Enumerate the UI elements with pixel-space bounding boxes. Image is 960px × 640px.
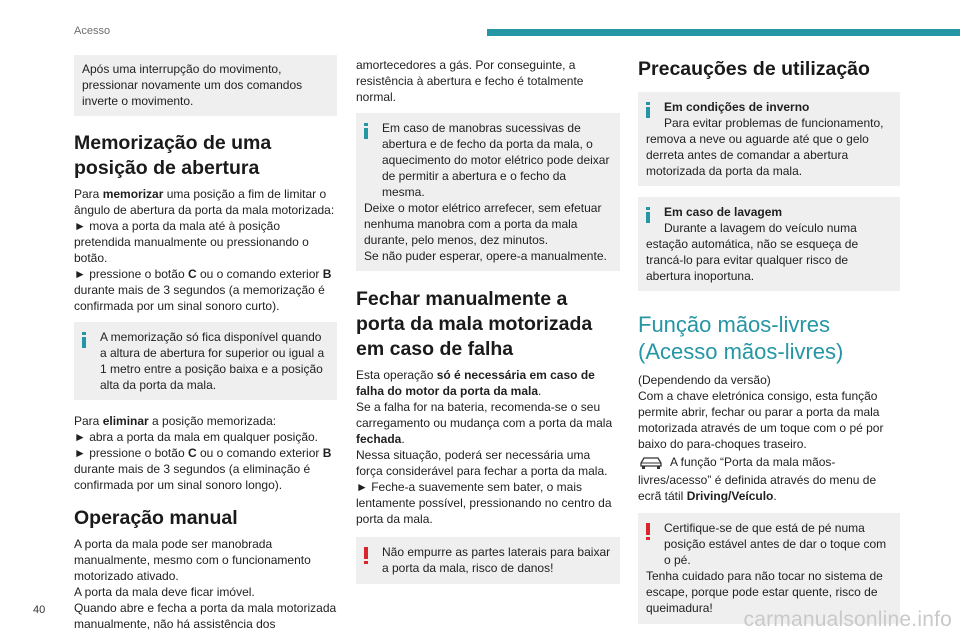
text-run: Para <box>74 187 103 201</box>
text-bold: Driving/Veículo <box>686 489 774 503</box>
text-bold: B <box>322 446 332 460</box>
close-intro <box>356 367 620 399</box>
memorize-step-2 <box>74 266 337 314</box>
watermark: carmanualsonline.info <box>743 608 952 631</box>
warning-text-2: Tenha cuidado para não tocar no sistema de escape, porque pode estar quente, risco de queimadura! <box>646 569 883 615</box>
text-bold: Em condições de inverno <box>664 100 810 114</box>
warning-icon <box>364 547 368 564</box>
memorize-intro <box>74 186 337 218</box>
warning-text: Não empurre as partes laterais para baixar a porta da mala, risco de danos! <box>382 545 611 575</box>
heading-manual: Operação manual <box>74 507 238 529</box>
text-bold: Em caso de lavagem <box>664 205 783 219</box>
info-icon <box>646 207 650 223</box>
text-run: Se a falha for na bateria, recomenda-se o seu carregamento ou mudança com a porta da mala <box>356 400 613 430</box>
heading-close-manually: Fechar manualmente a porta da mala motorizada em caso de falha <box>356 288 593 360</box>
info-text-3: Se não puder esperar, opere-a manualmente. <box>364 249 607 263</box>
eliminate-intro <box>74 413 337 429</box>
info-box-winter <box>638 92 900 186</box>
depending-version: (Dependendo da versão) <box>638 373 771 387</box>
text-bold: B <box>322 267 332 281</box>
washing-text: Durante a lavagem do veículo numa estação automática, não se esqueça de trancá-lo para evitar qualquer risco de abertura inoportuna. <box>646 221 859 283</box>
text-bold: eliminar <box>102 414 149 428</box>
warning-box-sides <box>356 537 620 584</box>
text-run: ► pressione o botão <box>74 446 188 460</box>
washing-title <box>646 204 892 220</box>
continued-text: amortecedores a gás. Por conseguinte, a resistência à abertura e fecho é totalmente normal. <box>356 58 584 104</box>
manual-text-2: A porta da mala deve ficar imóvel. <box>74 585 255 599</box>
text-run: A função “Porta da mala mãos-livres/acesso” é definida através do menu de ecrã tátil <box>638 455 877 503</box>
touchscreen-note <box>638 454 900 504</box>
text-bold: memorizar <box>102 187 164 201</box>
info-icon <box>364 123 368 139</box>
section-header: Acesso <box>74 25 111 37</box>
eliminate-step-2 <box>74 445 337 493</box>
memorize-step-1: ► mova a porta da mala até à posição pretendida manualmente ou pressionando o botão. <box>74 219 309 265</box>
close-battery <box>356 399 620 447</box>
text-bold: fechada <box>356 432 402 446</box>
info-box-successive <box>356 113 620 271</box>
column-left <box>74 55 337 632</box>
hands-free-text: Com a chave eletrónica consigo, esta função permite abrir, fechar ou parar a porta da mala motorizada através de um toque com o pé por baixo do para-choques traseiro. <box>638 389 884 451</box>
heading-hands-free: Função mãos-livres (Acesso mãos-livres) <box>638 312 844 364</box>
note-box-interruption <box>74 55 337 116</box>
text-run: . <box>401 432 405 446</box>
warning-icon <box>646 523 650 540</box>
text-run: durante mais de 3 segundos (a memorização é confirmada por um sinal sonoro curto). <box>74 283 325 313</box>
text-bold: C <box>187 446 197 460</box>
text-run: Esta operação <box>356 368 437 382</box>
text-run: ► pressione o botão <box>74 267 188 281</box>
header-accent-bar <box>487 29 960 36</box>
winter-text: Para evitar problemas de funcionamento, remova a neve ou aguarde até que o gelo derreta antes de comandar a abertura motorizada da porta da mala. <box>646 116 884 178</box>
text-bold: C <box>187 267 197 281</box>
column-middle <box>356 57 620 584</box>
info-box-memorize <box>74 322 337 400</box>
text-run: . <box>773 489 777 503</box>
eliminate-step-1: ► abra a porta da mala em qualquer posição. <box>74 430 319 444</box>
text-run: Para <box>74 414 103 428</box>
note-text: Após uma interrupção do movimento, pressionar novamente um dos comandos inverte o movimento. <box>82 62 303 108</box>
manual-text: A porta da mala pode ser manobrada manualmente, mesmo com o funcionamento motorizado ativado. <box>74 537 311 583</box>
text-run: ou o comando exterior <box>196 446 323 460</box>
text-run: uma posição a fim de limitar o ângulo de abertura da porta da mala motorizada: <box>74 187 335 217</box>
info-icon <box>82 332 86 348</box>
text-run: . <box>538 384 542 398</box>
info-box-washing <box>638 197 900 291</box>
info-text-2: Deixe o motor elétrico arrefecer, sem efetuar nenhuma manobra com a porta da mala durante, pelo menos, dez minutos. <box>364 201 602 247</box>
winter-title <box>646 99 892 115</box>
heading-precautions: Precauções de utilização <box>638 58 870 80</box>
close-force: Nessa situação, poderá ser necessária uma força considerável para fechar a porta da mala. <box>356 448 608 478</box>
info-text-1: Em caso de manobras sucessivas de abertura e de fecho da porta da mala, o aquecimento do motor elétrico pode deixar de permitir a abertura e o fecho da mesma. <box>382 121 610 199</box>
page-number: 40 <box>33 604 46 616</box>
info-text: A memorização só fica disponível quando a altura de abertura for superior ou igual a 1 metro entre a posição baixa e a posição alta da porta da mala. <box>100 330 325 392</box>
manual-text-3: Quando abre e fecha a porta da mala motorizada manualmente, não há assistência dos <box>74 601 337 631</box>
text-run: a posição memorizada: <box>148 414 277 428</box>
text-bold: só é necessária em caso de falha do motor da porta da mala <box>356 368 595 398</box>
warning-text-1: Certifique-se de que está de pé numa posição estável antes de dar o toque com o pé. <box>664 521 887 567</box>
info-icon <box>646 102 650 118</box>
close-step: ► Feche-a suavemente sem bater, o mais lentamente possível, pressionando no centro da porta da mala. <box>356 480 612 526</box>
heading-memorize: Memorização de uma posição de abertura <box>74 132 272 179</box>
car-icon <box>638 454 664 472</box>
column-right <box>638 57 900 624</box>
text-run: ou o comando exterior <box>196 267 323 281</box>
text-run: durante mais de 3 segundos (a eliminação é confirmada por um sinal sonoro longo). <box>74 462 311 492</box>
